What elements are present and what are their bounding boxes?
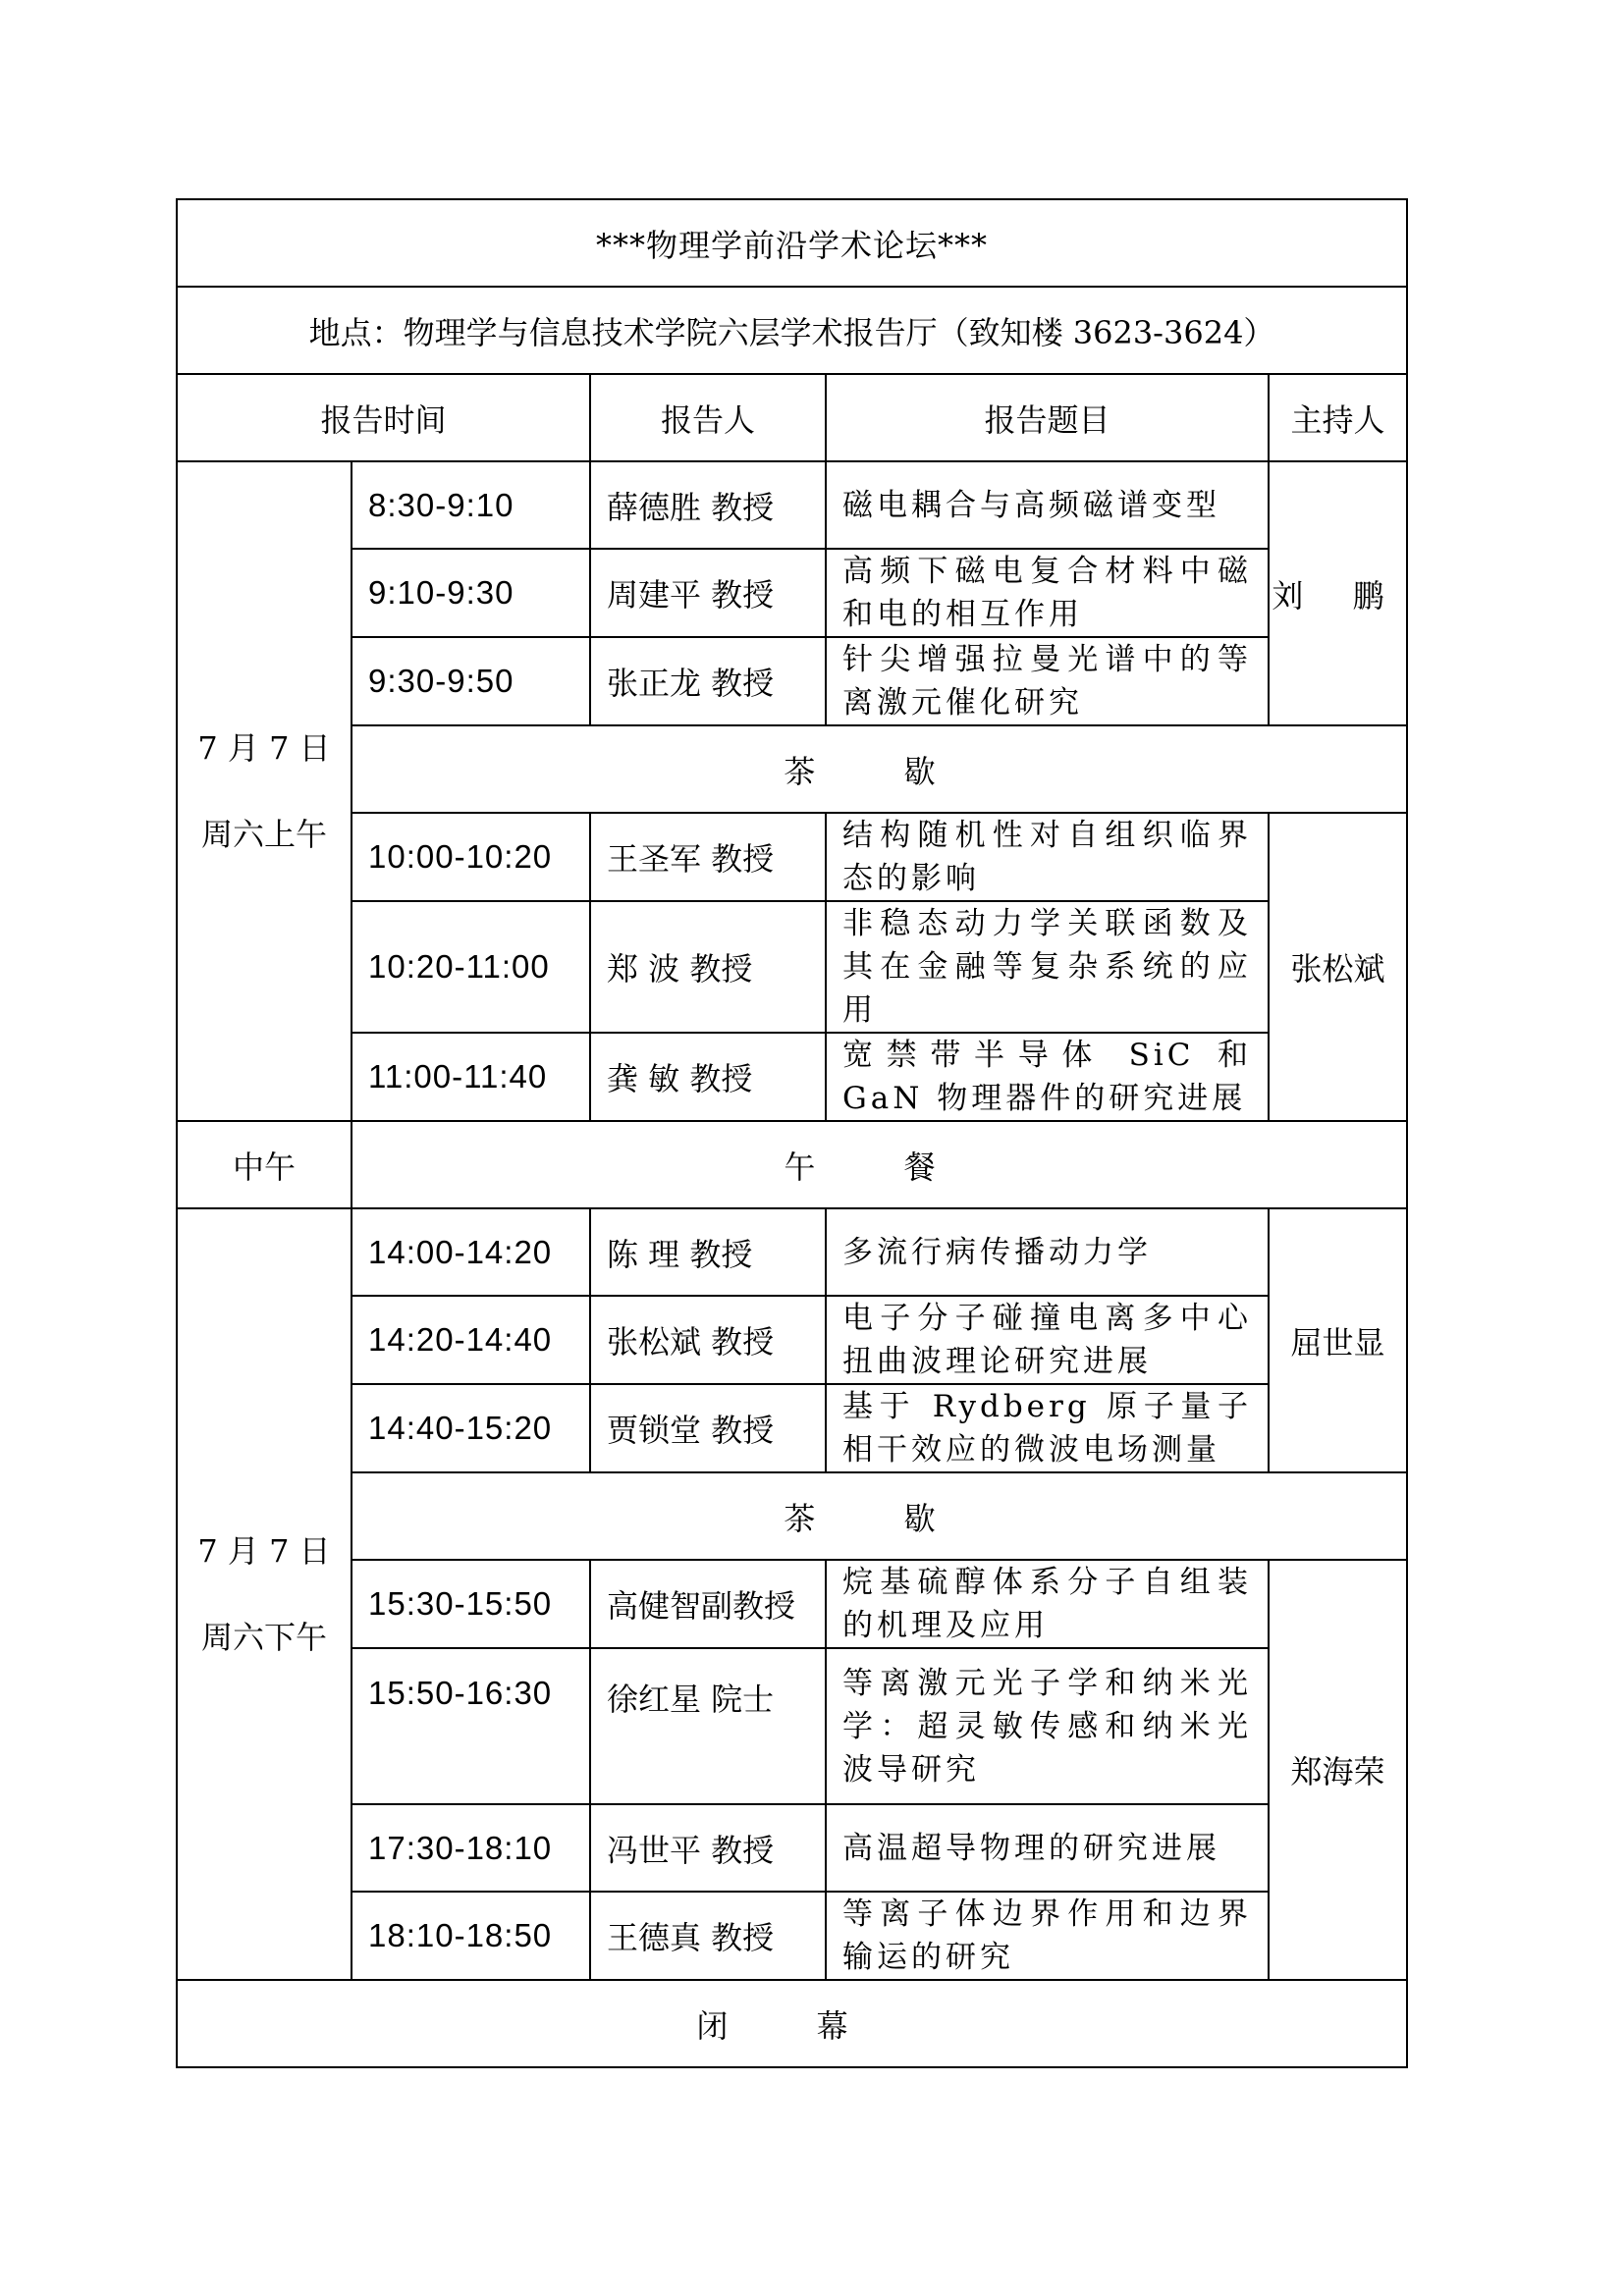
closing-row [177,1980,1407,2067]
noon-label: 中午 [177,1121,352,1208]
talk-time: 15:30-15:50 [352,1560,590,1648]
talk-speaker: 郑 波 教授 [590,901,826,1033]
table-row [177,461,1407,549]
talk-time: 9:10-9:30 [352,549,590,637]
table-row [177,1648,1407,1804]
talk-speaker: 徐红星 院士 [590,1648,826,1804]
talk-topic: 高温超导物理的研究进展 [826,1804,1269,1892]
morning-session-label [177,461,352,1121]
afternoon-tea-break: 茶 歇 [352,1472,1407,1560]
talk-topic: 烷基硫醇体系分子自组装的机理及应用 [826,1560,1269,1648]
talk-time: 18:10-18:50 [352,1892,590,1980]
talk-speaker: 张松斌 教授 [590,1296,826,1384]
talk-speaker: 冯世平 教授 [590,1804,826,1892]
lunch-label: 午 餐 [352,1121,1407,1208]
talk-topic: 非稳态动力学关联函数及其在金融等复杂系统的应用 [826,901,1269,1033]
talk-speaker: 王德真 教授 [590,1892,826,1980]
afternoon-session-label [177,1208,352,1980]
afternoon-host-2: 郑海荣 [1269,1560,1407,1980]
talk-speaker: 王圣军 教授 [590,813,826,901]
talk-topic: 多流行病传播动力学 [826,1208,1269,1296]
talk-speaker: 周建平 教授 [590,549,826,637]
table-row [177,1560,1407,1648]
talk-speaker: 薛德胜 教授 [590,461,826,549]
talk-topic: 电子分子碰撞电离多中心扭曲波理论研究进展 [826,1296,1269,1384]
talk-topic: 基于 Rydberg 原子量子相干效应的微波电场测量 [826,1384,1269,1472]
talk-speaker: 高健智副教授 [590,1560,826,1648]
talk-speaker: 贾锁堂 教授 [590,1384,826,1472]
table-row [177,1033,1407,1121]
talk-topic: 宽禁带半导体 SiC 和 GaN 物理器件的研究进展 [826,1033,1269,1121]
title-row [177,199,1407,287]
talk-time: 14:20-14:40 [352,1296,590,1384]
header-speaker: 报告人 [590,374,826,461]
afternoon-host-1: 屈世显 [1269,1208,1407,1472]
morning-tea-break: 茶 歇 [352,725,1407,813]
morning-host-1: 刘 鹏 [1269,461,1407,725]
talk-topic: 磁电耦合与高频磁谱变型 [826,461,1269,549]
afternoon-period: 周六下午 [200,1619,327,1656]
table-row [177,1892,1407,1980]
talk-time: 17:30-18:10 [352,1804,590,1892]
table-row [177,901,1407,1033]
talk-time: 10:20-11:00 [352,901,590,1033]
lunch-row [177,1121,1407,1208]
talk-topic: 高频下磁电复合材料中磁和电的相互作用 [826,549,1269,637]
forum-title: ***物理学前沿学术论坛*** [177,199,1407,287]
talk-time: 14:00-14:20 [352,1208,590,1296]
closing-label: 闭 幕 [177,1980,1407,2067]
break-row [177,725,1407,813]
talk-time: 8:30-9:10 [352,461,590,549]
table-row [177,549,1407,637]
morning-host-2: 张松斌 [1269,813,1407,1121]
schedule-table [176,198,1408,2068]
talk-time: 11:00-11:40 [352,1033,590,1121]
afternoon-date: 7 月 7 日 [197,1532,331,1570]
break-row [177,1472,1407,1560]
talk-topic: 针尖增强拉曼光谱中的等离激元催化研究 [826,637,1269,725]
table-row [177,1208,1407,1296]
talk-time: 15:50-16:30 [352,1648,590,1804]
header-time: 报告时间 [177,374,590,461]
table-row [177,637,1407,725]
talk-speaker: 龚 敏 教授 [590,1033,826,1121]
talk-topic: 等离激元光子学和纳米光学：超灵敏传感和纳米光波导研究 [826,1648,1269,1804]
table-row [177,1804,1407,1892]
talk-time: 9:30-9:50 [352,637,590,725]
header-row [177,374,1407,461]
location-row [177,287,1407,374]
talk-topic: 等离子体边界作用和边界输运的研究 [826,1892,1269,1980]
location: 地点：物理学与信息技术学院六层学术报告厅（致知楼 3623-3624） [177,287,1407,374]
header-topic: 报告题目 [826,374,1269,461]
talk-topic: 结构随机性对自组织临界态的影响 [826,813,1269,901]
header-host: 主持人 [1269,374,1407,461]
talk-time: 10:00-10:20 [352,813,590,901]
morning-date: 7 月 7 日 [197,729,331,767]
morning-period: 周六上午 [200,816,327,853]
talk-speaker: 张正龙 教授 [590,637,826,725]
talk-time: 14:40-15:20 [352,1384,590,1472]
table-row [177,1296,1407,1384]
table-row [177,813,1407,901]
talk-speaker: 陈 理 教授 [590,1208,826,1296]
table-row [177,1384,1407,1472]
